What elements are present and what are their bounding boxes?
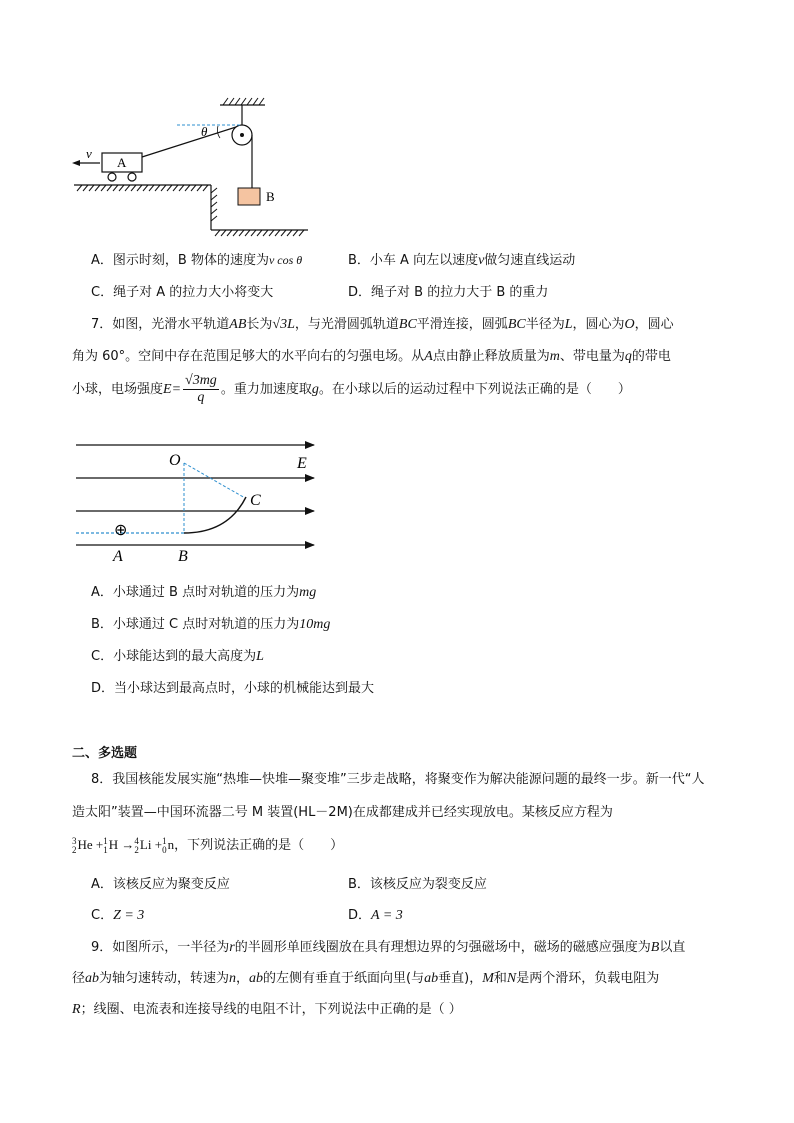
- charged-ball-icon: ⊕: [114, 522, 128, 539]
- q7-var: g: [311, 382, 319, 397]
- q6-option-b-v: v: [478, 253, 485, 268]
- q9-text: 的半圆形单匝线圈放在具有理想边界的匀强磁场中，磁场的磁感应强度为: [234, 940, 651, 955]
- point-c-label: C: [250, 492, 261, 509]
- nuclide-li-indices: 4 2: [134, 835, 139, 855]
- electric-field-track-figure: [60, 435, 330, 565]
- q9-text: 9．如图所示，一半径为: [91, 940, 230, 955]
- q9-text: 和: [493, 971, 507, 986]
- q7-text: ，圆心: [634, 317, 674, 332]
- cart-a-label: A: [117, 155, 127, 170]
- q9-var: ab: [424, 971, 439, 986]
- pulley-cart-figure: [60, 95, 330, 240]
- q9-var: n: [229, 971, 237, 986]
- q6-option-b-post: 做匀速直线运动: [484, 253, 576, 268]
- q8-option-b: B．该核反应为裂变反应: [348, 877, 487, 892]
- q7-option-b: [91, 613, 330, 633]
- q7-text: 角为 60°。空间中存在范围足够大的水平向右的匀强电场。从: [72, 349, 425, 364]
- q8-option-c: [91, 904, 144, 924]
- nuclide-he-indices: 3 2: [72, 835, 77, 855]
- point-o-label: O: [169, 452, 181, 469]
- q9-var: N: [506, 971, 517, 986]
- q8-equation-post: ，下列说法正确的是（ ）: [174, 838, 344, 853]
- q6-option-a-value: v cos θ: [268, 253, 303, 267]
- q7-var: AB: [229, 317, 247, 332]
- q7-option-b-value: 10mg: [299, 617, 331, 632]
- q8-option-d: [348, 904, 403, 924]
- q8-option-a: A．该核反应为聚变反应: [91, 877, 230, 892]
- q9-line-2: [72, 967, 659, 987]
- q7-text: ，圆心为: [572, 317, 625, 332]
- nuclide-n-indices: 1 0: [162, 835, 167, 855]
- q7-text: 平滑连接，圆弧: [416, 317, 508, 332]
- q9-var: M: [482, 971, 494, 986]
- q7-text: 的带电: [631, 349, 671, 364]
- q7-line-1: [91, 313, 674, 333]
- q7-text: 。重力加速度取: [220, 382, 312, 397]
- q9-line-3: [72, 998, 462, 1018]
- q6-option-d: D．绳子对 B 的拉力大于 B 的重力: [348, 285, 549, 300]
- q7-option-d: D．当小球达到最高点时，小球的机械能达到最大: [91, 681, 375, 696]
- q7-option-c: [91, 645, 264, 665]
- q6-option-a: [91, 249, 302, 268]
- q6-option-c: C．绳子对 A 的拉力大小将变大: [91, 285, 274, 300]
- q6-option-b: [348, 249, 575, 269]
- q7-text: 7．如图，光滑水平轨道: [91, 317, 230, 332]
- q7-text: 。在小球以后的运动过程中下列说法正确的是（ ）: [318, 382, 631, 397]
- q7-option-c-text: C．小球能达到的最大高度为: [91, 649, 257, 664]
- nuclide-h: H: [108, 837, 119, 852]
- q8-equation: 3 2He +1 1H →4 2Li +1 0n，下列说法正确的是（ ）: [72, 835, 344, 855]
- q8-option-c-text: C．: [91, 908, 114, 923]
- q7-var: BC: [398, 317, 417, 332]
- q7-var: q: [624, 349, 632, 364]
- q8-option-d-text: D．: [348, 908, 372, 923]
- block-b-label: B: [266, 189, 275, 204]
- q9-text: 以直: [659, 940, 686, 955]
- q9-text: 为轴匀速转动，转速为: [99, 971, 230, 986]
- q9-text: ；线圈、电流表和连接导线的电阻不计，下列说法中正确的是（ ）: [80, 1002, 462, 1017]
- q7-line-3: [72, 373, 631, 406]
- q7-text: 半径为: [525, 317, 565, 332]
- q9-text: 是两个滑环，负载电阻为: [516, 971, 660, 986]
- q7-option-b-text: B．小球通过 C 点时对轨道的压力为: [91, 617, 300, 632]
- q9-text: 的左侧有垂直于纸面向里(与: [263, 971, 425, 986]
- q7-option-a-text: A．小球通过 B 点时对轨道的压力为: [91, 585, 300, 600]
- q7-var: E=: [163, 382, 182, 397]
- velocity-label: v: [86, 146, 92, 161]
- q7-var: O: [624, 317, 635, 332]
- theta-label: θ: [201, 124, 208, 139]
- q8-line-1: 8．我国核能发展实施“热堆—快堆—聚变堆”三步走战略，将聚变作为解决能源问题的最终一步。新一代“人: [91, 772, 705, 787]
- arc-bc: [184, 497, 246, 533]
- q9-text: ，: [236, 971, 250, 986]
- q7-line-2: [72, 345, 671, 365]
- q7-text: 、带电量为: [559, 349, 625, 364]
- q7-var: A: [424, 349, 433, 364]
- q8-option-d-value: A = 3: [371, 908, 403, 923]
- nuclide-h-indices: 1 1: [103, 835, 108, 855]
- q6-option-b-text: B．小车 A 向左以速度: [348, 253, 479, 268]
- q9-line-1: [91, 936, 685, 956]
- q9-var: R: [72, 1002, 81, 1017]
- q6-option-a-text: A．图示时刻，B 物体的速度为: [91, 253, 269, 268]
- q7-var: m: [549, 349, 560, 364]
- q9-text: 垂直)，: [438, 971, 483, 986]
- q7-option-c-value: L: [256, 649, 264, 664]
- fraction-denominator: q: [197, 390, 205, 405]
- nuclide-n: n: [167, 837, 175, 852]
- nuclide-li: Li: [139, 837, 152, 852]
- point-a-label: A: [113, 548, 123, 565]
- q7-var: L: [564, 317, 573, 332]
- q9-text: 径: [72, 971, 86, 986]
- q9-var: ab: [85, 971, 100, 986]
- q7-text: 长为: [246, 317, 273, 332]
- fraction-numerator: √3mg: [185, 373, 217, 388]
- q7-text: 点由静止释放质量为: [432, 349, 550, 364]
- q9-var: r: [229, 940, 235, 955]
- q8-option-c-value: Z = 3: [113, 908, 145, 923]
- q7-text: ，与光滑圆弧轨道: [294, 317, 399, 332]
- q7-var: √3L: [272, 317, 295, 332]
- point-b-label: B: [178, 548, 188, 565]
- field-strength-fraction: [183, 373, 219, 406]
- nuclide-he: He: [77, 837, 93, 852]
- section-heading: 二、多选题: [72, 746, 138, 761]
- field-e-label: E: [297, 455, 307, 472]
- q7-option-a-value: mg: [299, 585, 317, 600]
- q7-option-a: [91, 581, 316, 601]
- q9-var: ab: [249, 971, 264, 986]
- q7-var: BC: [507, 317, 526, 332]
- q8-line-2: 造太阳”装置—中国环流器二号 M 装置(HL－2M)在成都建成并已经实现放电。某核反应方程为: [72, 805, 613, 820]
- q7-text: 小球，电场强度: [72, 382, 164, 397]
- block-b: [238, 188, 260, 205]
- q9-var: B: [650, 940, 660, 955]
